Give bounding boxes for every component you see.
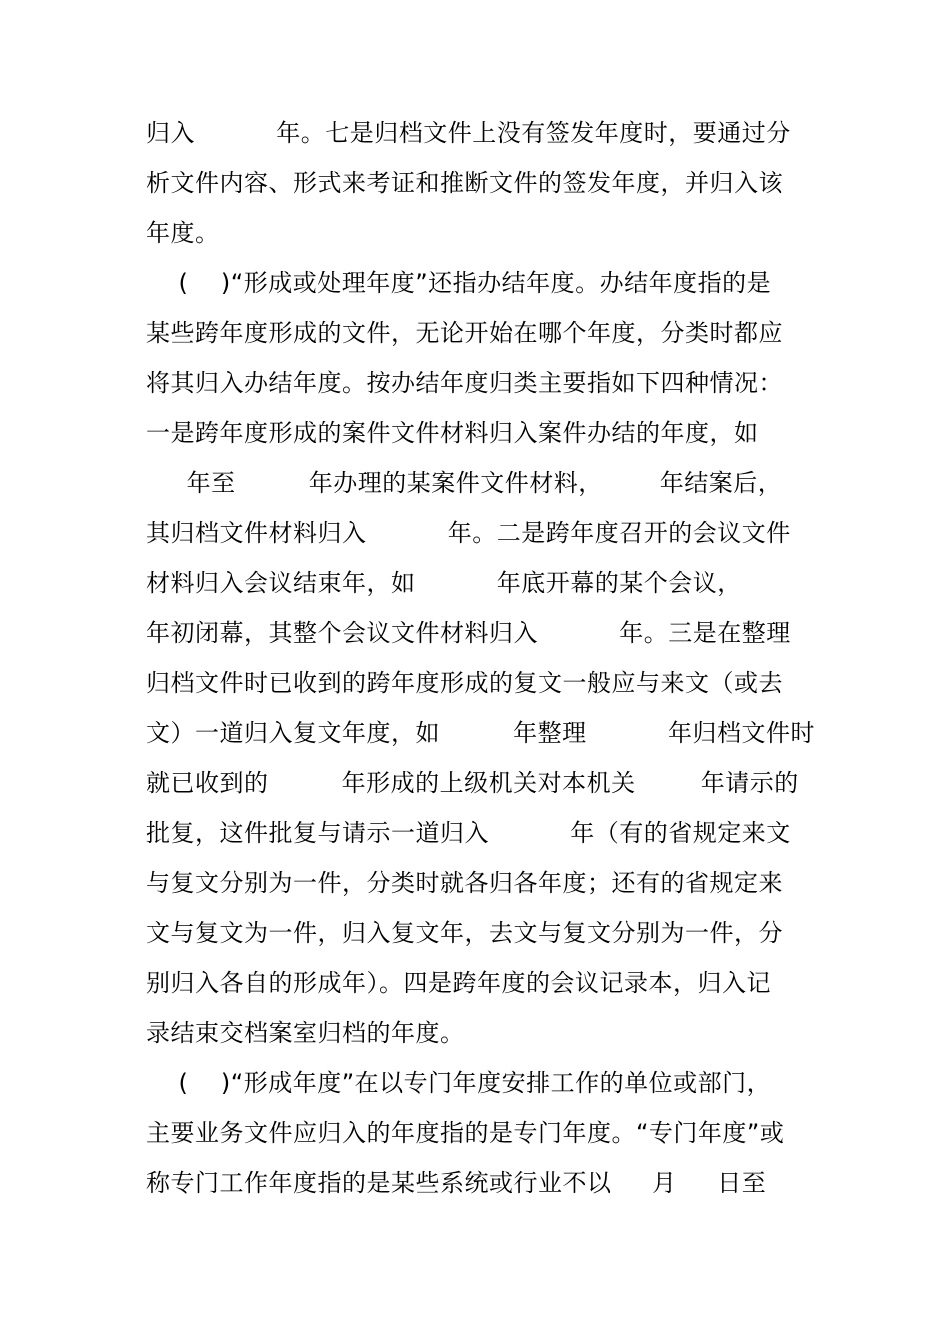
text-line: 与复文分别为一件，分类时就各归各年度；还有的省规定来 xyxy=(146,869,783,897)
text-line: 年初闭幕，其整个会议文件材料归入 年。三是在整理 xyxy=(146,619,791,647)
text-line: 称专门工作年度指的是某些系统或行业不以 月 日至 xyxy=(146,1169,767,1197)
text-line: 其归档文件材料归入 年。二是跨年度召开的会议文件 xyxy=(146,519,791,547)
text-line: 年至 年办理的某案件文件材料， 年结案后， xyxy=(146,469,783,497)
text-line: ( )“形成年度”在以专门年度安排工作的单位或部门， xyxy=(146,1069,772,1097)
text-line: 别归入各自的形成年）。四是跨年度的会议记录本，归入记 xyxy=(146,969,771,997)
text-line: 某些跨年度形成的文件，无论开始在哪个年度，分类时都应 xyxy=(146,319,783,347)
text-line: ( )“形成或处理年度”还指办结年度。办结年度指的是 xyxy=(146,269,772,297)
text-line: 归档文件时已收到的跨年度形成的复文一般应与来文（或去 xyxy=(146,669,783,697)
text-line: 文与复文为一件，归入复文年，去文与复文分别为一件，分 xyxy=(146,919,783,947)
text-line: 一是跨年度形成的案件文件材料归入案件办结的年度，如 xyxy=(146,419,759,447)
text-line: 年度。 xyxy=(146,219,220,247)
text-line: 材料归入会议结束年，如 年底开幕的某个会议， xyxy=(146,569,742,597)
text-line: 析文件内容、形式来考证和推断文件的签发年度，并归入该 xyxy=(146,169,783,197)
text-line: 批复，这件批复与请示一道归入 年（有的省规定来文 xyxy=(146,819,791,847)
text-line: 将其归入办结年度。按办结年度归类主要指如下四种情况： xyxy=(146,369,783,397)
text-line: 录结束交档案室归档的年度。 xyxy=(146,1019,465,1047)
text-line: 主要业务文件应归入的年度指的是专门年度。“专门年度”或 xyxy=(146,1119,785,1147)
text-line: 就已收到的 年形成的上级机关对本机关 年请示的 xyxy=(146,769,799,797)
text-line: 文）一道归入复文年度，如 年整理 年归档文件时 xyxy=(146,719,815,747)
text-line: 归入 年。七是归档文件上没有签发年度时，要通过分 xyxy=(146,119,791,147)
